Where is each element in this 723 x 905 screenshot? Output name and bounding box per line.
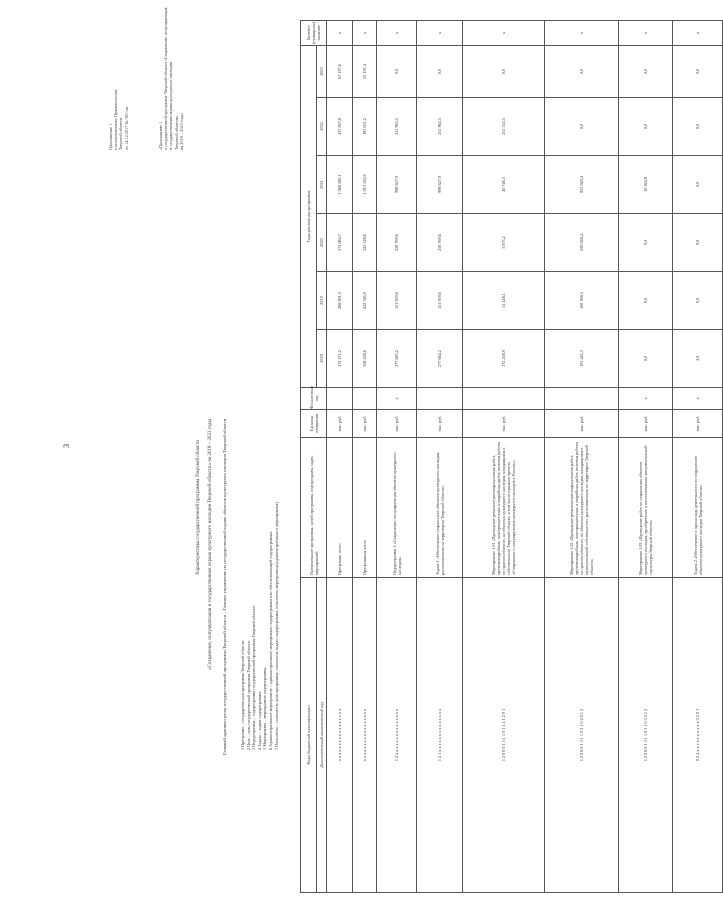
value-cell: 358 228,6 bbox=[353, 330, 377, 388]
budget-code-cell: х х х х х х х х х х х х х х х х х bbox=[353, 578, 377, 893]
fin-cell bbox=[417, 388, 463, 410]
table-row bbox=[619, 20, 673, 892]
name-cell: Мероприятие 1.03 «Проведение работ по сохранению объектов культурного наследия, приобретение и восстановление монументальной скульптуры Тверской области» bbox=[619, 438, 673, 578]
fin-cell: х bbox=[377, 388, 417, 410]
header-name: Наименование программы, целей программы, подпрограмм, задач, мероприятий bbox=[301, 438, 327, 578]
value-cell: 0,0 bbox=[619, 214, 673, 272]
value-cell: 0,0 bbox=[673, 156, 723, 214]
year-header: 2021 bbox=[317, 156, 327, 214]
notes-block bbox=[240, 501, 279, 750]
value-cell: 101 445,3 bbox=[545, 330, 619, 388]
note-line: 3 Подпрограмма – подпрограмма государственной программы Тверской области. bbox=[251, 605, 257, 750]
value-cell: 250 028,4 bbox=[545, 214, 619, 272]
value-cell: 0,0 bbox=[619, 330, 673, 388]
note-line: 7 Показатель – показатель цели программы, показатель задачи подпрограммы, показатель мероприятия (административного мероприятия). bbox=[273, 501, 279, 750]
title-line-2: «Сохранение, популяризация и государственная охрана культурного наследия Тверской области» на 2018 – 2023 годы bbox=[208, 419, 213, 670]
unit-cell: тыс. руб. bbox=[417, 410, 463, 438]
unit-cell: тыс. руб. bbox=[545, 410, 619, 438]
appendix-line: к постановлению Правительства bbox=[113, 90, 119, 150]
value-cell: 9,0 bbox=[673, 214, 723, 272]
total-cell: х bbox=[353, 20, 377, 45]
value-cell: 0,0 bbox=[619, 98, 673, 156]
value-cell: 251 962,5 bbox=[417, 98, 463, 156]
name-cell: Подпрограмма 1 «Сохранение, популяризация объектов культурного наследия» bbox=[377, 438, 417, 578]
value-cell: 0,0 bbox=[417, 45, 463, 97]
note-line: 2 Цель – цель государственной программы Тверской области. bbox=[245, 640, 251, 750]
budget-code-cell: 1 2 х х х х х х х х х х х х х х х bbox=[377, 578, 417, 893]
value-cell: 0,0 bbox=[377, 45, 417, 97]
unit-cell: тыс. руб. bbox=[327, 410, 353, 438]
value-cell: 35 191,4 bbox=[353, 45, 377, 97]
total-cell: х bbox=[417, 20, 463, 45]
budget-code-cell: 1 2 0 8 0 1 5 1 1 0 3 1 0 3 0 1 2 bbox=[619, 578, 673, 893]
appendix-line: «Приложение 1 bbox=[158, 121, 163, 150]
value-cell: 258 769,6 bbox=[377, 214, 417, 272]
appendix-line: Приложение 1 bbox=[108, 123, 113, 150]
table-body bbox=[327, 20, 723, 892]
value-cell: 151 959,6 bbox=[377, 272, 417, 330]
year-header: 2019 bbox=[317, 272, 327, 330]
value-cell: 372 271,2 bbox=[327, 330, 353, 388]
value-cell: 0,0 bbox=[619, 272, 673, 330]
name-cell: Программа, всего bbox=[327, 438, 353, 578]
fin-cell: х bbox=[619, 388, 673, 410]
year-header: 2020 bbox=[317, 214, 327, 272]
fin-cell bbox=[327, 388, 353, 410]
table-row bbox=[463, 20, 545, 892]
table-row bbox=[545, 20, 619, 892]
unit-cell: тыс. руб. bbox=[463, 410, 545, 438]
fin-cell: х bbox=[673, 388, 723, 410]
appendix-line: Тверской области» bbox=[173, 115, 179, 150]
name-cell: Задача 2 «Обеспечение и пропаганда деятельности по сохранению объектов культурного наследия Тверской области» bbox=[673, 438, 723, 578]
value-cell: 10 564,8 bbox=[619, 156, 673, 214]
table-row bbox=[327, 20, 353, 892]
total-cell: х bbox=[463, 20, 545, 45]
program-table bbox=[300, 20, 723, 893]
appendix-block-2 bbox=[158, 8, 184, 150]
fin-cell bbox=[463, 388, 545, 410]
budget-code-cell: 1 2 0 8 0 1 5 1 1 0 1 1 4 1 2 0 1 bbox=[463, 578, 545, 893]
header-years: Годы реализации программы bbox=[301, 45, 317, 387]
header-fin: Финансовый год bbox=[301, 388, 327, 410]
value-cell: 0,0 bbox=[545, 98, 619, 156]
table-row bbox=[377, 20, 417, 892]
total-cell: х bbox=[619, 20, 673, 45]
unit-cell: тыс. руб. bbox=[673, 410, 723, 438]
total-cell: х bbox=[545, 20, 619, 45]
appendix-line: к государственной программе Тверской области «Сохранение, популяризация bbox=[163, 7, 169, 150]
value-cell: 100 368,3 bbox=[545, 272, 619, 330]
value-cell: 1 068 580,1 bbox=[327, 156, 353, 214]
value-cell: 0,0 bbox=[673, 98, 723, 156]
unit-cell: тыс. руб. bbox=[619, 410, 673, 438]
name-cell: Задача 1 «Обеспечение сохранности объектов культурного наследия, расположенных на территории Тверской области» bbox=[417, 438, 463, 578]
value-cell: 4,0 bbox=[673, 330, 723, 388]
table-row bbox=[353, 20, 377, 892]
header-analytic-code: Дополнительный аналитический код bbox=[317, 578, 327, 893]
value-cell: 1 013 102,9 bbox=[353, 156, 377, 214]
note-line: 6 Административное мероприятие – административное мероприятие подпрограммы или обеспечивающей подпрограммы. bbox=[267, 531, 273, 750]
unit-cell: тыс. руб. bbox=[353, 410, 377, 438]
value-cell: 277 684,2 bbox=[417, 330, 463, 388]
value-cell: 251 963,5 bbox=[377, 98, 417, 156]
value-cell: 40 746,5 bbox=[463, 156, 545, 214]
value-cell: 237 827,8 bbox=[327, 98, 353, 156]
value-cell: 251 552,5 bbox=[463, 98, 545, 156]
note-line: 5 Мероприятие – мероприятие подпрограммы. bbox=[262, 666, 268, 750]
budget-code-cell: х х х х х х х х х х х х х х х х х bbox=[327, 578, 353, 893]
table-row bbox=[673, 20, 723, 892]
value-cell: 268 901,3 bbox=[327, 272, 353, 330]
appendix-line: от 14.12.2017 № 391-пп bbox=[123, 106, 129, 150]
header-final: Целевое (суммарное) значение bbox=[301, 20, 327, 45]
total-cell: х bbox=[673, 20, 723, 45]
header-unit: Единица измерения bbox=[301, 410, 327, 438]
year-header: 2023 bbox=[317, 45, 327, 97]
value-cell: 998 627,9 bbox=[377, 156, 417, 214]
value-cell: 0,0 bbox=[673, 45, 723, 97]
table-row bbox=[417, 20, 463, 892]
value-cell: 0,0 bbox=[545, 45, 619, 97]
budget-code-cell: 1 2 1 х х х х х х х х х х х х х х bbox=[417, 578, 463, 893]
value-cell: 277 683,2 bbox=[377, 330, 417, 388]
value-cell: 172 238,9 bbox=[463, 330, 545, 388]
value-cell: 181 631,2 bbox=[353, 98, 377, 156]
name-cell: Программная часть bbox=[353, 438, 377, 578]
appendix-line: и государственная охрана культурного наследия bbox=[168, 62, 174, 150]
page-number: 3 bbox=[62, 444, 71, 448]
year-header: 2022 bbox=[317, 98, 327, 156]
budget-code-cell: 1 2 0 8 0 1 5 1 1 0 2 1 0 2 0 1 2 bbox=[545, 578, 619, 893]
value-cell: 51 448,1 bbox=[463, 272, 545, 330]
unit-cell: тыс. руб. bbox=[377, 410, 417, 438]
value-cell: 5 873,2 bbox=[463, 214, 545, 272]
value-cell: 222 346,0 bbox=[353, 272, 377, 330]
value-cell: 258 769,6 bbox=[417, 214, 463, 272]
fin-cell bbox=[353, 388, 377, 410]
name-cell: Мероприятие 1.01 «Проведение ремонтно-реставрационных работ, противоаварийных, консервационных и аварийных работ, включая работы по приспособлению, на объектах культурного наследия, находящихся в собственности Тверской области, в том числе в рамках проекта «Сохранение и популяризация культурного наследия в России»» bbox=[463, 438, 545, 578]
value-cell: 998 627,9 bbox=[417, 156, 463, 214]
budget-code-cell: 0 2 4 х х х х х х х х х х 0 2 0 1 bbox=[673, 578, 723, 893]
note-line: 4 Задача – задача подпрограммы. bbox=[256, 690, 262, 750]
value-cell: 0,0 bbox=[673, 272, 723, 330]
value-cell: 0,0 bbox=[463, 45, 545, 97]
note-line: 1 Программа – государственная программа Тверской области. bbox=[240, 639, 245, 750]
total-cell: х bbox=[327, 20, 353, 45]
title-line-3: Главный администратор государственной программы Тверской области – Главное управление по государственной охране объектов культурного наследия Тверской области bbox=[222, 418, 227, 755]
value-cell: 0,0 bbox=[619, 45, 673, 97]
value-cell: 151 959,6 bbox=[417, 272, 463, 330]
appendix-line: на 2018 – 2023 годы bbox=[178, 113, 184, 150]
value-cell: 325 528,6 bbox=[353, 214, 377, 272]
value-cell: 67 197,6 bbox=[327, 45, 353, 97]
appendix-block bbox=[108, 90, 129, 150]
value-cell: 371 884,7 bbox=[327, 214, 353, 272]
value-cell: 955 949,4 bbox=[545, 156, 619, 214]
name-cell: Мероприятие 1.02 «Проведение ремонтно-реставрационных работ, противоаварийных, консервационных и аварийных работ, включая работы по приспособлению, на объектах культурного наследия, находящихся в муниципальной собственности, расположенных на территории Тверской области» bbox=[545, 438, 619, 578]
total-cell: х bbox=[377, 20, 417, 45]
fin-cell bbox=[545, 388, 619, 410]
header-budget-codes: Коды бюджетной классификации bbox=[301, 578, 317, 893]
title-line-1: Характеристика государственной программы Тверской области bbox=[196, 439, 201, 575]
year-header: 2018 bbox=[317, 330, 327, 388]
appendix-line: Тверской области bbox=[118, 117, 124, 150]
